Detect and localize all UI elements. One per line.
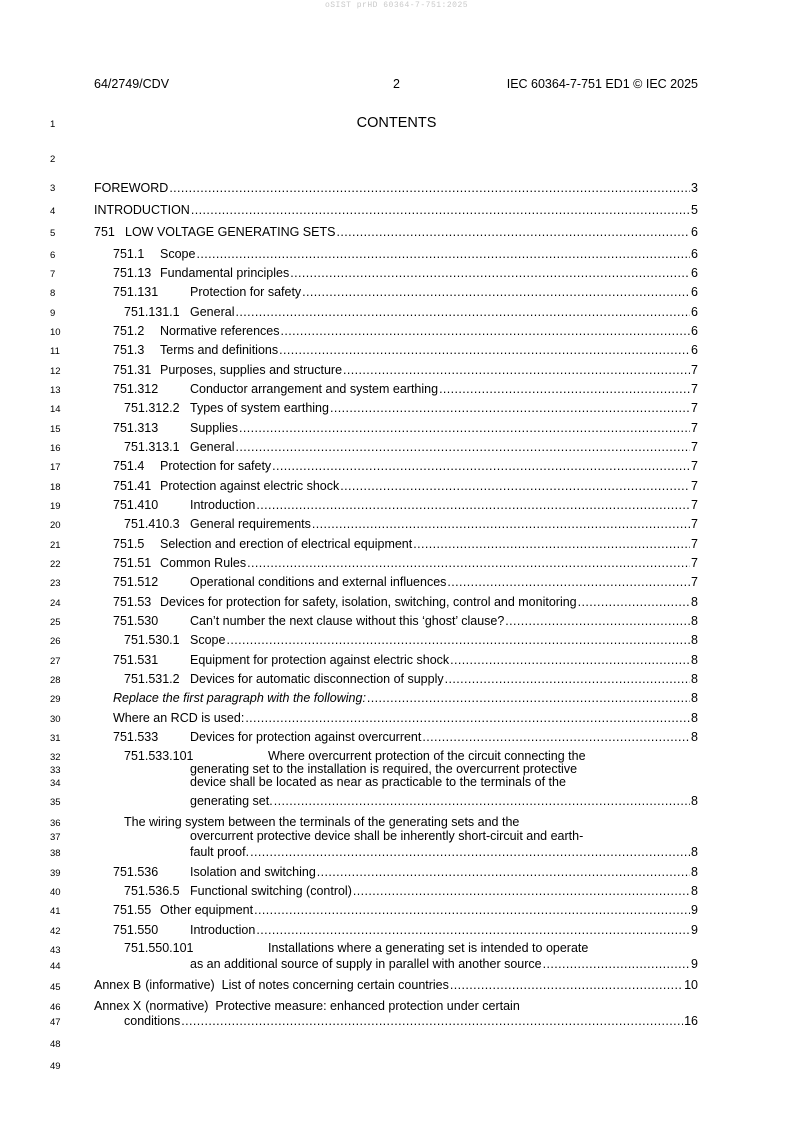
line-number: 30 (50, 714, 61, 725)
line-number: 11 (50, 346, 60, 357)
toc-title: Isolation and switching (190, 865, 316, 879)
line-number: 21 (50, 540, 61, 551)
line-number: 23 (50, 578, 61, 589)
toc-entry[interactable] (94, 225, 698, 240)
toc-entry[interactable] (113, 382, 698, 397)
toc-entry[interactable] (113, 711, 698, 726)
toc-number: 751.131 (113, 285, 159, 299)
toc-title: Common Rules (160, 556, 247, 570)
toc-entry[interactable] (113, 247, 698, 262)
line-number: 15 (50, 424, 61, 435)
toc-page: 6 (691, 225, 698, 239)
toc-entry[interactable] (113, 691, 698, 706)
toc-entry[interactable] (190, 794, 698, 809)
toc-entry[interactable] (113, 537, 698, 552)
toc-number: 751.131.1 (124, 305, 180, 319)
toc-page: 10 (684, 978, 698, 992)
toc-entry[interactable] (113, 266, 698, 281)
toc-page: 7 (691, 382, 698, 396)
toc-page: 7 (691, 363, 698, 377)
toc-page: 8 (691, 794, 698, 808)
toc-number: 751.531.2 (124, 672, 180, 686)
toc-page: 9 (691, 923, 698, 937)
toc-title: Replace the first paragraph with the following: (113, 691, 366, 705)
toc-number: 751.531 (113, 653, 159, 667)
toc-title: Conductor arrangement and system earthing (190, 382, 439, 396)
line-number: 34 (50, 778, 61, 789)
line-number: 16 (50, 443, 61, 454)
line-number: 44 (50, 961, 61, 972)
line-number: 27 (50, 656, 61, 667)
toc-entry[interactable] (113, 653, 698, 668)
toc-title: Terms and definitions (160, 343, 279, 357)
toc-number: 751.41 (113, 479, 152, 493)
toc-title: General requirements (190, 517, 311, 531)
line-number: 2 (50, 154, 56, 165)
toc-entry[interactable] (113, 421, 698, 436)
line-number: 8 (50, 288, 56, 299)
toc-entry[interactable] (190, 845, 698, 860)
toc-page: 8 (691, 595, 698, 609)
toc-title: Scope (190, 633, 226, 647)
line-number: 22 (50, 559, 61, 570)
toc-number: 751.31 (113, 363, 152, 377)
toc-title: INTRODUCTION (94, 203, 190, 217)
toc-page: 7 (691, 421, 698, 435)
toc-continuation: generating set. (190, 794, 273, 808)
toc-title: LOW VOLTAGE GENERATING SETS (125, 225, 336, 239)
line-number: 36 (50, 818, 61, 829)
toc-entry[interactable] (124, 517, 698, 532)
toc-number: 751.410 (113, 498, 159, 512)
toc-entry[interactable] (113, 498, 698, 513)
toc-entry[interactable] (124, 440, 698, 455)
toc-title: Devices for automatic disconnection of supply (190, 672, 444, 686)
toc-continuation: conditions (124, 1014, 181, 1028)
toc-page: 8 (691, 730, 698, 744)
toc-title: Introduction (190, 923, 256, 937)
toc-title: The wiring system between the terminals of the generating sets and the (124, 815, 520, 829)
line-number: 1 (50, 119, 56, 130)
line-number: 41 (50, 906, 61, 917)
toc-page: 7 (691, 440, 698, 454)
toc-title: Where overcurrent protection of the circuit connecting the (268, 749, 586, 763)
toc-entry-multiline[interactable] (124, 815, 519, 830)
toc-number: 751.512 (113, 575, 159, 589)
toc-number: 751.536 (113, 865, 159, 879)
line-number: 25 (50, 617, 61, 628)
toc-entry[interactable] (113, 324, 698, 339)
line-number: 43 (50, 945, 61, 956)
toc-number: Annex B (94, 978, 142, 992)
line-number: 10 (50, 327, 61, 338)
toc-page: 8 (691, 614, 698, 628)
toc-entry-multiline[interactable] (124, 941, 588, 956)
watermark: oSIST prHD 60364-7-751:2025 (324, 1, 469, 10)
line-number: 31 (50, 733, 61, 744)
toc-title: General (190, 305, 235, 319)
toc-title: (informative) List of notes concerning certain countries (145, 978, 449, 992)
toc-title: Types of system earthing (190, 401, 329, 415)
toc-page: 6 (691, 266, 698, 280)
line-number: 28 (50, 675, 61, 686)
toc-number: 751.550 (113, 923, 159, 937)
line-number: 32 (50, 752, 61, 763)
line-number: 20 (50, 520, 61, 531)
toc-page: 7 (691, 459, 698, 473)
toc-page: 6 (691, 247, 698, 261)
toc-page: 6 (691, 285, 698, 299)
toc-title: Where an RCD is used: (113, 711, 245, 725)
toc-entry[interactable] (124, 633, 698, 648)
toc-title: Installations where a generating set is intended to operate (268, 941, 589, 955)
toc-title: Supplies (190, 421, 238, 435)
toc-page: 8 (691, 653, 698, 667)
line-number: 42 (50, 926, 61, 937)
line-number: 39 (50, 868, 61, 879)
toc-number: 751.3 (113, 343, 145, 357)
toc-title: Other equipment (160, 903, 254, 917)
toc-page: 8 (691, 884, 698, 898)
toc-entry[interactable] (124, 401, 698, 416)
toc-title: Purposes, supplies and structure (160, 363, 343, 377)
toc-title: Can’t number the next clause without this ‘ghost’ clause? (190, 614, 505, 628)
toc-page: 16 (684, 1014, 698, 1028)
toc-entry[interactable] (190, 957, 698, 972)
toc-entry[interactable] (113, 575, 698, 590)
line-number: 40 (50, 887, 61, 898)
toc-entry[interactable] (94, 978, 698, 993)
toc-entry-multiline[interactable] (94, 999, 520, 1014)
toc-entry[interactable] (113, 343, 698, 358)
toc-page: 8 (691, 691, 698, 705)
header-standard: IEC 60364-7-751 ED1 © IEC 2025 (506, 77, 698, 91)
toc-page: 7 (691, 498, 698, 512)
toc-number: 751.2 (113, 324, 145, 338)
toc-title: Operational conditions and external influences (190, 575, 447, 589)
line-number: 45 (50, 982, 61, 993)
line-number: 33 (50, 765, 61, 776)
line-number: 24 (50, 598, 61, 609)
toc-title: Protection for safety (160, 459, 272, 473)
toc-page: 6 (691, 343, 698, 357)
line-number: 13 (50, 385, 61, 396)
toc-title: Functional switching (control) (190, 884, 352, 898)
line-number: 7 (50, 269, 56, 280)
toc-title: Devices for protection against overcurrent (190, 730, 422, 744)
toc-continuation: overcurrent protective device shall be inherently short-circuit and earth- (190, 829, 584, 843)
toc-entry[interactable] (124, 884, 698, 899)
toc-entry[interactable] (113, 595, 698, 610)
toc-number: 751.533 (113, 730, 159, 744)
toc-title: Selection and erection of electrical equipment (160, 537, 413, 551)
toc-number: 751.4 (113, 459, 145, 473)
line-number: 19 (50, 501, 61, 512)
toc-number: Annex X (94, 999, 142, 1013)
line-number: 3 (50, 183, 56, 194)
toc-number: 751.313 (113, 421, 159, 435)
line-number: 37 (50, 832, 61, 843)
page-title: CONTENTS (356, 115, 437, 131)
toc-entry[interactable] (124, 1014, 698, 1029)
line-number: 29 (50, 694, 61, 705)
toc-entry[interactable] (124, 672, 698, 687)
toc-number: 751.13 (113, 266, 152, 280)
toc-entry[interactable] (113, 285, 698, 300)
toc-entry[interactable] (124, 305, 698, 320)
toc-entry[interactable] (113, 614, 698, 629)
toc-title: Devices for protection for safety, isolation, switching, control and monitoring (160, 595, 577, 609)
toc-page: 7 (691, 401, 698, 415)
line-number: 35 (50, 797, 61, 808)
line-number: 4 (50, 206, 56, 217)
line-number: 48 (50, 1039, 61, 1050)
line-number: 26 (50, 636, 61, 647)
toc-title: General (190, 440, 235, 454)
toc-continuation: generating set to the installation is required, the overcurrent protective (190, 762, 578, 776)
toc-page: 9 (691, 957, 698, 971)
line-number: 38 (50, 848, 61, 859)
line-number: 12 (50, 366, 61, 377)
line-number: 17 (50, 462, 61, 473)
toc-page: 6 (691, 324, 698, 338)
toc-number: 751.550.101 (124, 941, 194, 955)
line-number: 5 (50, 228, 56, 239)
toc-number: 751.530 (113, 614, 159, 628)
toc-page: 9 (691, 903, 698, 917)
header-doc-ref: 64/2749/CDV (94, 77, 170, 91)
toc-page: 3 (691, 181, 698, 195)
toc-title: Normative references (160, 324, 280, 338)
header-page-number: 2 (393, 77, 400, 91)
toc-entry[interactable] (113, 459, 698, 474)
toc-number: 751.313.1 (124, 440, 180, 454)
line-number: 18 (50, 482, 61, 493)
line-number: 49 (50, 1061, 61, 1072)
toc-number: 751.536.5 (124, 884, 180, 898)
toc-number: 751.312.2 (124, 401, 180, 415)
toc-continuation: as an additional source of supply in parallel with another source (190, 957, 542, 971)
toc-number: 751.5 (113, 537, 145, 551)
toc-page: 8 (691, 845, 698, 859)
toc-number: 751.55 (113, 903, 152, 917)
toc-entry[interactable] (113, 363, 698, 378)
toc-number: 751.530.1 (124, 633, 180, 647)
toc-page: 8 (691, 711, 698, 725)
toc-page: 7 (691, 537, 698, 551)
line-number: 46 (50, 1002, 61, 1013)
toc-entry[interactable] (113, 923, 698, 938)
line-number: 14 (50, 404, 61, 415)
toc-title: Fundamental principles (160, 266, 290, 280)
toc-page: 8 (691, 865, 698, 879)
toc-continuation: device shall be located as near as practicable to the terminals of the (190, 775, 566, 789)
toc-number: 751.312 (113, 382, 159, 396)
toc-page: 8 (691, 672, 698, 686)
toc-title: Protection for safety (190, 285, 302, 299)
toc-page: 8 (691, 633, 698, 647)
toc-page: 6 (691, 305, 698, 319)
toc-page: 7 (691, 556, 698, 570)
toc-number: 751 (94, 225, 115, 239)
toc-title: FOREWORD (94, 181, 169, 195)
toc-title: Scope (160, 247, 196, 261)
line-number: 6 (50, 250, 56, 261)
toc-page: 5 (691, 203, 698, 217)
toc-page: 7 (691, 517, 698, 531)
toc-number: 751.53 (113, 595, 152, 609)
toc-number: 751.51 (113, 556, 152, 570)
toc-title: Protection against electric shock (160, 479, 340, 493)
toc-number: 751.1 (113, 247, 145, 261)
toc-entry[interactable] (113, 479, 698, 494)
line-number: 9 (50, 308, 56, 319)
line-number: 47 (50, 1017, 61, 1028)
toc-title: Introduction (190, 498, 256, 512)
toc-title: (normative) Protective measure: enhanced protection under certain (145, 999, 520, 1013)
toc-entry[interactable] (113, 556, 698, 571)
toc-entry[interactable] (94, 203, 698, 218)
toc-entry[interactable] (113, 730, 698, 745)
toc-entry[interactable] (113, 903, 698, 918)
toc-page: 7 (691, 575, 698, 589)
toc-continuation: fault proof. (190, 845, 250, 859)
toc-title: Equipment for protection against electric shock (190, 653, 450, 667)
toc-number: 751.533.101 (124, 749, 194, 763)
toc-entry[interactable] (94, 181, 698, 196)
toc-entry[interactable] (113, 865, 698, 880)
toc-page: 7 (691, 479, 698, 493)
toc-number: 751.410.3 (124, 517, 180, 531)
